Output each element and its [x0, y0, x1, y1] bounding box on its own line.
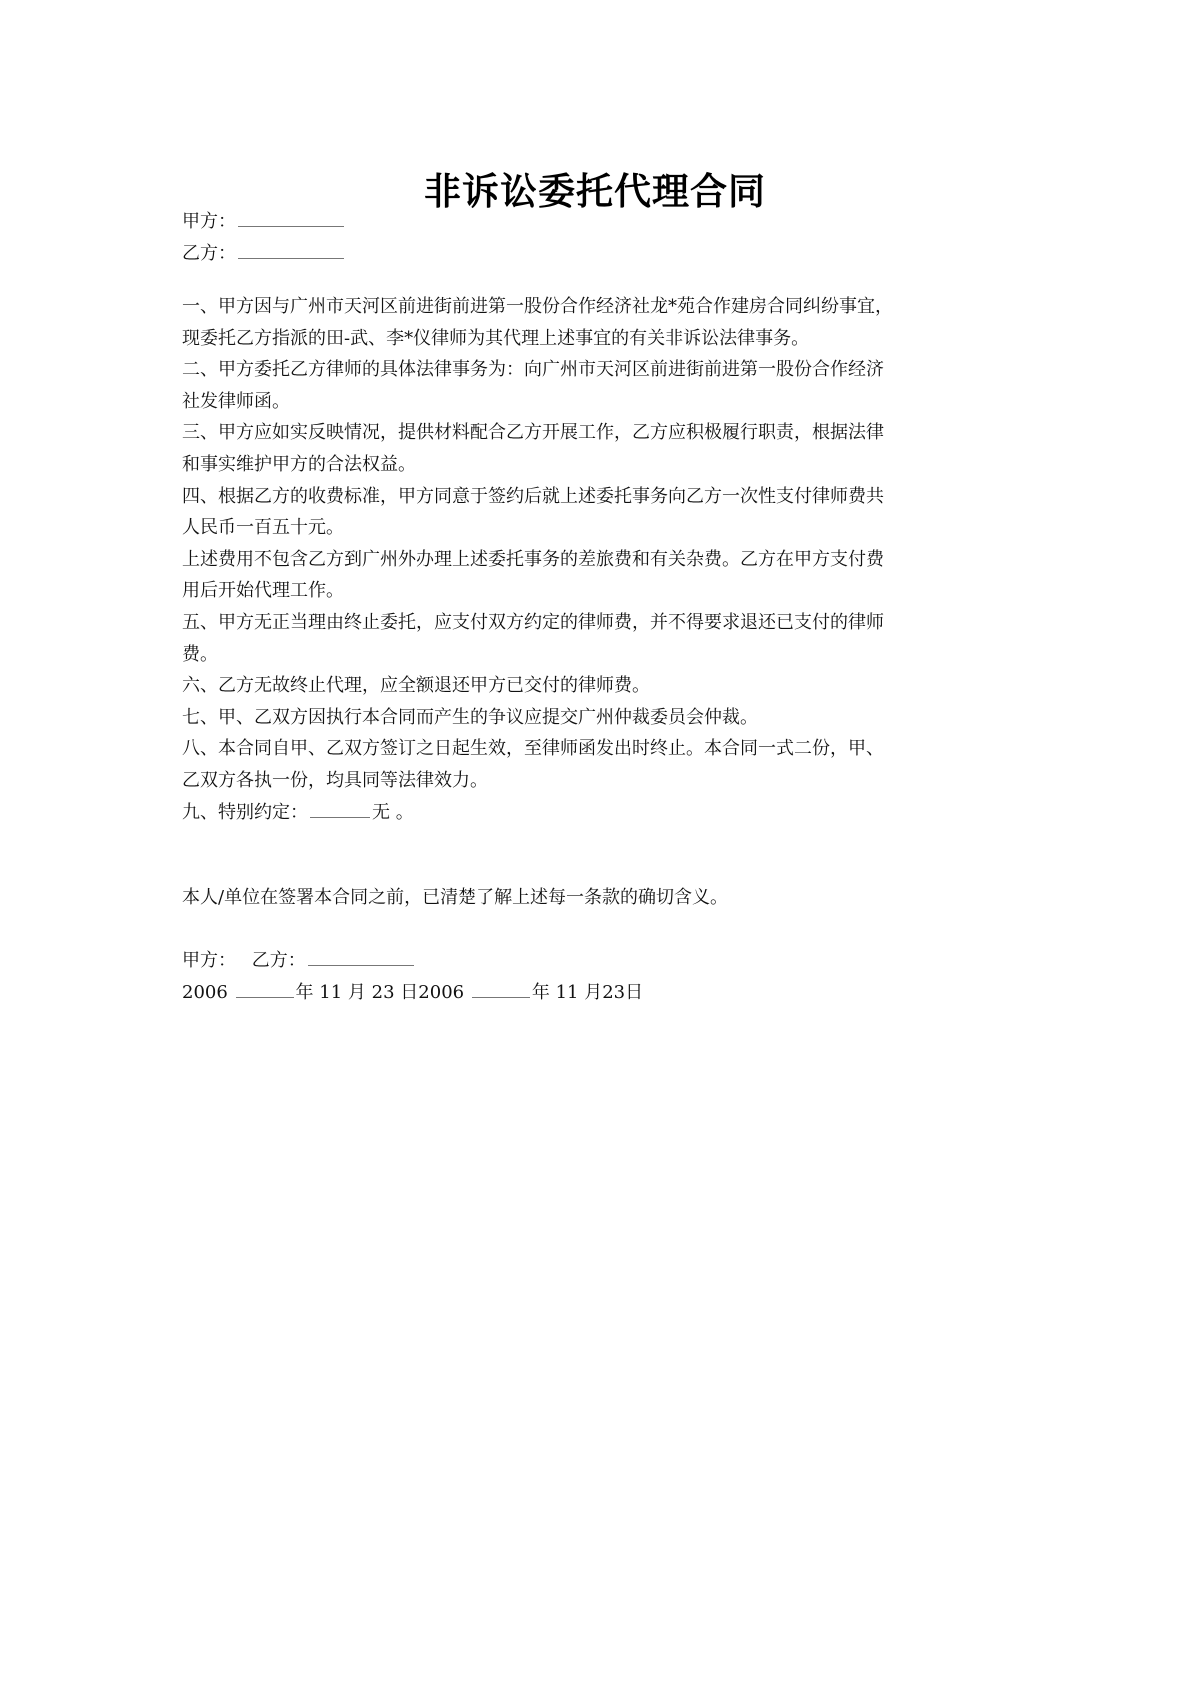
special-blank[interactable]	[310, 803, 370, 818]
clauses-block	[182, 291, 1022, 828]
clause-5	[182, 607, 1022, 670]
date-b-day-unit: 日	[625, 981, 644, 1003]
clause-5-line-2: 费。	[182, 643, 218, 665]
date-b-month: 11	[555, 981, 579, 1003]
date-a-day-unit: 日	[400, 981, 419, 1003]
party-b-blank[interactable]	[238, 244, 344, 259]
clause-4-line-1: 四、根据乙方的收费标准，甲方同意于签约后就上述委托事务向乙方一次性支付律师费共	[182, 485, 884, 507]
fee-note-line-2: 用后开始代理工作。	[182, 580, 344, 602]
signature-block	[182, 945, 1022, 1008]
sign-party-b-blank[interactable]	[308, 951, 414, 966]
special-value: 无	[372, 801, 390, 823]
party-a-blank[interactable]	[238, 212, 344, 227]
clause-3-line-1: 三、甲方应如实反映情况，提供材料配合乙方开展工作，乙方应积极履行职责，根据法律	[182, 422, 884, 444]
clause-2	[182, 354, 1022, 417]
date-a-month: 11	[319, 981, 343, 1003]
clause-6	[182, 670, 1022, 702]
clause-2-line-1: 二、甲方委托乙方律师的具体法律事务为：向广州市天河区前进街前进第一股份合作经济	[182, 359, 884, 381]
clause-2-line-2: 社发律师函。	[182, 390, 290, 412]
party-b-label: 乙方：	[182, 242, 236, 264]
clause-8-line-2: 乙双方各执一份，均具同等法律效力。	[182, 769, 488, 791]
clause-1	[182, 291, 1022, 354]
date-a-year: 2006	[182, 981, 228, 1003]
clause-1-line-2: 现委托乙方指派的田-武、李*仪律师为其代理上述事宜的有关非诉讼法律事务。	[182, 327, 810, 349]
date-b-blank[interactable]	[472, 983, 530, 998]
date-a-blank[interactable]	[236, 983, 294, 998]
sign-party-a-label: 甲方：	[182, 950, 236, 971]
date-b-day: 23	[602, 981, 626, 1003]
acknowledgement-text: 本人/单位在签署本合同之前，已清楚了解上述每一条款的确切含义。	[182, 887, 729, 908]
clause-8	[182, 733, 1022, 796]
signature-dates-line	[182, 977, 1022, 1009]
clause-4-fee-note	[182, 544, 1022, 607]
clause-5-line-1: 五、甲方无正当理由终止委托，应支付双方约定的律师费，并不得要求退还已支付的律师	[182, 611, 884, 633]
special-suffix: 。	[390, 801, 414, 823]
acknowledgement	[182, 882, 1022, 914]
party-a-line	[182, 206, 1022, 238]
date-b-month-unit: 月	[584, 981, 603, 1003]
special-label: 九、特别约定：	[182, 801, 308, 823]
date-b-year: 2006	[418, 981, 465, 1003]
fee-note-line-1: 上述费用不包含乙方到广州外办理上述委托事务的差旅费和有关杂费。乙方在甲方支付费	[182, 548, 884, 570]
date-a-month-unit: 月	[347, 981, 366, 1003]
party-b-line	[182, 238, 1022, 270]
clause-1-line-1: 一、甲方因与广州市天河区前进街前进第一股份合作经济社龙*苑合作建房合同纠纷事宜，	[182, 296, 893, 317]
clause-4	[182, 481, 1022, 544]
party-a-label: 甲方：	[182, 211, 236, 232]
parties-block	[182, 206, 1022, 269]
sign-party-b-label: 乙方：	[251, 950, 306, 971]
clause-3	[182, 417, 1022, 480]
date-a-year-unit: 年	[295, 981, 314, 1003]
clause-7-line-1: 七、甲、乙双方因执行本合同而产生的争议应提交广州仲裁委员会仲裁。	[182, 706, 758, 728]
document-title: 非诉讼委托代理合同	[424, 170, 766, 213]
clause-4-line-2: 人民币一百五十元。	[182, 517, 344, 539]
signature-parties-line	[182, 945, 1022, 977]
clause-7	[182, 702, 1022, 734]
clause-3-line-2: 和事实维护甲方的合法权益。	[182, 453, 416, 475]
clause-6-line-1: 六、乙方无故终止代理，应全额退还甲方已交付的律师费。	[182, 675, 650, 697]
clause-9-special	[182, 797, 1022, 829]
clause-8-line-1: 八、本合同自甲、乙双方签订之日起生效，至律师函发出时终止。本合同一式二份，甲、	[182, 738, 884, 760]
date-b-year-unit: 年	[531, 981, 550, 1003]
date-a-day: 23	[371, 981, 395, 1003]
